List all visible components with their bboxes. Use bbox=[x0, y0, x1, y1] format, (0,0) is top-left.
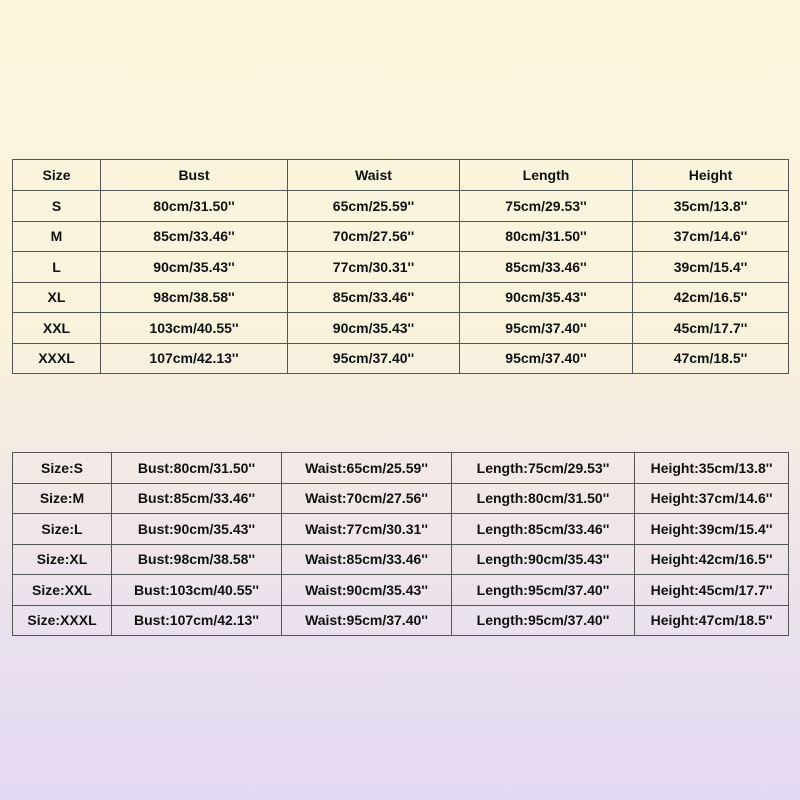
table-row bbox=[13, 575, 789, 606]
cell-size: Size:S bbox=[13, 453, 112, 484]
cell-bust: Bust:107cm/42.13'' bbox=[112, 605, 282, 636]
table-row bbox=[13, 483, 789, 514]
cell-length: 95cm/37.40'' bbox=[460, 313, 633, 344]
cell-height: 39cm/15.4'' bbox=[633, 252, 789, 283]
cell-height: Height:35cm/13.8'' bbox=[635, 453, 789, 484]
cell-size: XL bbox=[13, 282, 101, 313]
cell-size: Size:XXXL bbox=[13, 605, 112, 636]
cell-bust: 80cm/31.50'' bbox=[101, 191, 288, 222]
cell-size: Size:XXL bbox=[13, 575, 112, 606]
table-row bbox=[13, 544, 789, 575]
cell-bust: Bust:98cm/38.58'' bbox=[112, 544, 282, 575]
table-row bbox=[13, 191, 789, 222]
table-row bbox=[13, 605, 789, 636]
cell-length: 85cm/33.46'' bbox=[460, 252, 633, 283]
table-row bbox=[13, 221, 789, 252]
cell-bust: Bust:80cm/31.50'' bbox=[112, 453, 282, 484]
cell-height: Height:47cm/18.5'' bbox=[635, 605, 789, 636]
cell-waist: Waist:95cm/37.40'' bbox=[282, 605, 452, 636]
cell-waist: Waist:90cm/35.43'' bbox=[282, 575, 452, 606]
header-size: Size bbox=[13, 160, 101, 191]
table-row bbox=[13, 252, 789, 283]
cell-height: 47cm/18.5'' bbox=[633, 343, 789, 374]
cell-size: L bbox=[13, 252, 101, 283]
table-header-row bbox=[13, 160, 789, 191]
cell-waist: Waist:77cm/30.31'' bbox=[282, 514, 452, 545]
cell-length: Length:85cm/33.46'' bbox=[452, 514, 635, 545]
size-chart-table-top bbox=[12, 159, 789, 374]
cell-length: Length:95cm/37.40'' bbox=[452, 575, 635, 606]
cell-waist: Waist:85cm/33.46'' bbox=[282, 544, 452, 575]
cell-length: Length:80cm/31.50'' bbox=[452, 483, 635, 514]
cell-waist: 90cm/35.43'' bbox=[288, 313, 460, 344]
cell-bust: 90cm/35.43'' bbox=[101, 252, 288, 283]
cell-size: Size:L bbox=[13, 514, 112, 545]
cell-height: Height:37cm/14.6'' bbox=[635, 483, 789, 514]
cell-waist: 85cm/33.46'' bbox=[288, 282, 460, 313]
cell-length: Length:90cm/35.43'' bbox=[452, 544, 635, 575]
table-row bbox=[13, 282, 789, 313]
cell-bust: 103cm/40.55'' bbox=[101, 313, 288, 344]
cell-length: Length:95cm/37.40'' bbox=[452, 605, 635, 636]
cell-bust: Bust:85cm/33.46'' bbox=[112, 483, 282, 514]
table-row bbox=[13, 514, 789, 545]
cell-bust: 107cm/42.13'' bbox=[101, 343, 288, 374]
cell-height: 45cm/17.7'' bbox=[633, 313, 789, 344]
cell-waist: Waist:65cm/25.59'' bbox=[282, 453, 452, 484]
cell-size: Size:XL bbox=[13, 544, 112, 575]
cell-waist: 77cm/30.31'' bbox=[288, 252, 460, 283]
cell-length: Length:75cm/29.53'' bbox=[452, 453, 635, 484]
cell-waist: 95cm/37.40'' bbox=[288, 343, 460, 374]
cell-length: 80cm/31.50'' bbox=[460, 221, 633, 252]
size-chart-table-bottom bbox=[12, 452, 789, 636]
cell-size: XXXL bbox=[13, 343, 101, 374]
cell-size: Size:M bbox=[13, 483, 112, 514]
cell-height: 35cm/13.8'' bbox=[633, 191, 789, 222]
header-waist: Waist bbox=[288, 160, 460, 191]
table-row bbox=[13, 453, 789, 484]
header-bust: Bust bbox=[101, 160, 288, 191]
cell-bust: Bust:90cm/35.43'' bbox=[112, 514, 282, 545]
cell-waist: 65cm/25.59'' bbox=[288, 191, 460, 222]
cell-size: S bbox=[13, 191, 101, 222]
cell-size: M bbox=[13, 221, 101, 252]
cell-height: 42cm/16.5'' bbox=[633, 282, 789, 313]
header-length: Length bbox=[460, 160, 633, 191]
cell-bust: 98cm/38.58'' bbox=[101, 282, 288, 313]
cell-bust: Bust:103cm/40.55'' bbox=[112, 575, 282, 606]
table-row bbox=[13, 343, 789, 374]
cell-height: Height:39cm/15.4'' bbox=[635, 514, 789, 545]
cell-size: XXL bbox=[13, 313, 101, 344]
cell-length: 95cm/37.40'' bbox=[460, 343, 633, 374]
cell-waist: Waist:70cm/27.56'' bbox=[282, 483, 452, 514]
cell-bust: 85cm/33.46'' bbox=[101, 221, 288, 252]
cell-length: 90cm/35.43'' bbox=[460, 282, 633, 313]
header-height: Height bbox=[633, 160, 789, 191]
cell-length: 75cm/29.53'' bbox=[460, 191, 633, 222]
cell-height: 37cm/14.6'' bbox=[633, 221, 789, 252]
cell-height: Height:45cm/17.7'' bbox=[635, 575, 789, 606]
cell-waist: 70cm/27.56'' bbox=[288, 221, 460, 252]
table-row bbox=[13, 313, 789, 344]
cell-height: Height:42cm/16.5'' bbox=[635, 544, 789, 575]
